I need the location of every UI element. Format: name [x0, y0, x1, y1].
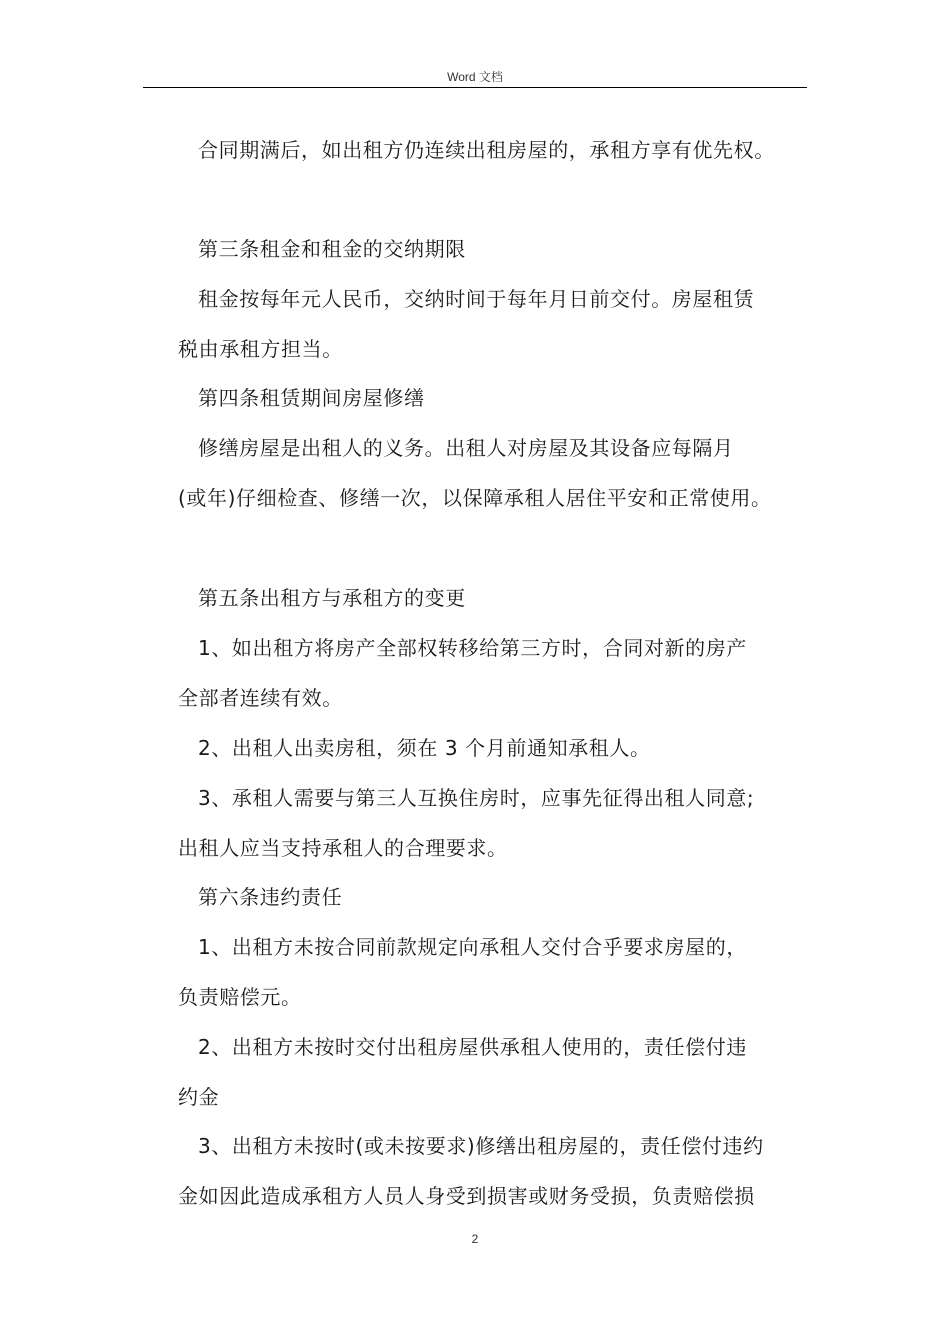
- paragraph-line: 3、出租方未按时(或未按要求)修缮出租房屋的，责任偿付违约: [198, 1134, 764, 1158]
- paragraph-line: 修缮房屋是出租人的义务。出租人对房屋及其设备应每隔月: [198, 436, 734, 460]
- paragraph-line: 负责赔偿元。: [178, 985, 302, 1009]
- page-number: 2: [471, 1232, 479, 1246]
- paragraph-line: 3、承租人需要与第三人互换住房时，应事先征得出租人同意;: [198, 786, 755, 810]
- header-divider: [143, 87, 807, 88]
- page-header: Word 文档: [447, 70, 503, 84]
- paragraph-line: 1、出租方未按合同前款规定向承租人交付合乎要求房屋的，: [198, 935, 747, 959]
- paragraph-line: 合同期满后，如出租方仍连续出租房屋的，承租方享有优先权。: [198, 138, 775, 162]
- paragraph-line: 金如因此造成承租方人员人身受到损害或财务受损，负责赔偿损: [178, 1184, 755, 1208]
- paragraph-line: (或年)仔细检查、修缮一次，以保障承租人居住平安和正常使用。: [178, 486, 772, 510]
- section-heading: 第三条租金和租金的交纳期限: [198, 237, 466, 261]
- paragraph-line: 约金: [178, 1085, 220, 1109]
- paragraph-line: 全部者连续有效。: [178, 686, 343, 710]
- paragraph-line: 租金按每年元人民币，交纳时间于每年月日前交付。房屋租赁: [198, 287, 755, 311]
- section-heading: 第四条租赁期间房屋修缮: [198, 386, 425, 410]
- paragraph-line: 出租人应当支持承租人的合理要求。: [178, 836, 508, 860]
- section-heading: 第六条违约责任: [198, 885, 343, 909]
- paragraph-line: 2、出租人出卖房租，须在 3 个月前通知承租人。: [198, 736, 651, 760]
- section-heading: 第五条出租方与承租方的变更: [198, 586, 466, 610]
- paragraph-line: 1、如出租方将房产全部权转移给第三方时，合同对新的房产: [198, 636, 747, 660]
- paragraph-line: 2、出租方未按时交付出租房屋供承租人使用的，责任偿付违: [198, 1035, 747, 1059]
- paragraph-line: 税由承租方担当。: [178, 337, 343, 361]
